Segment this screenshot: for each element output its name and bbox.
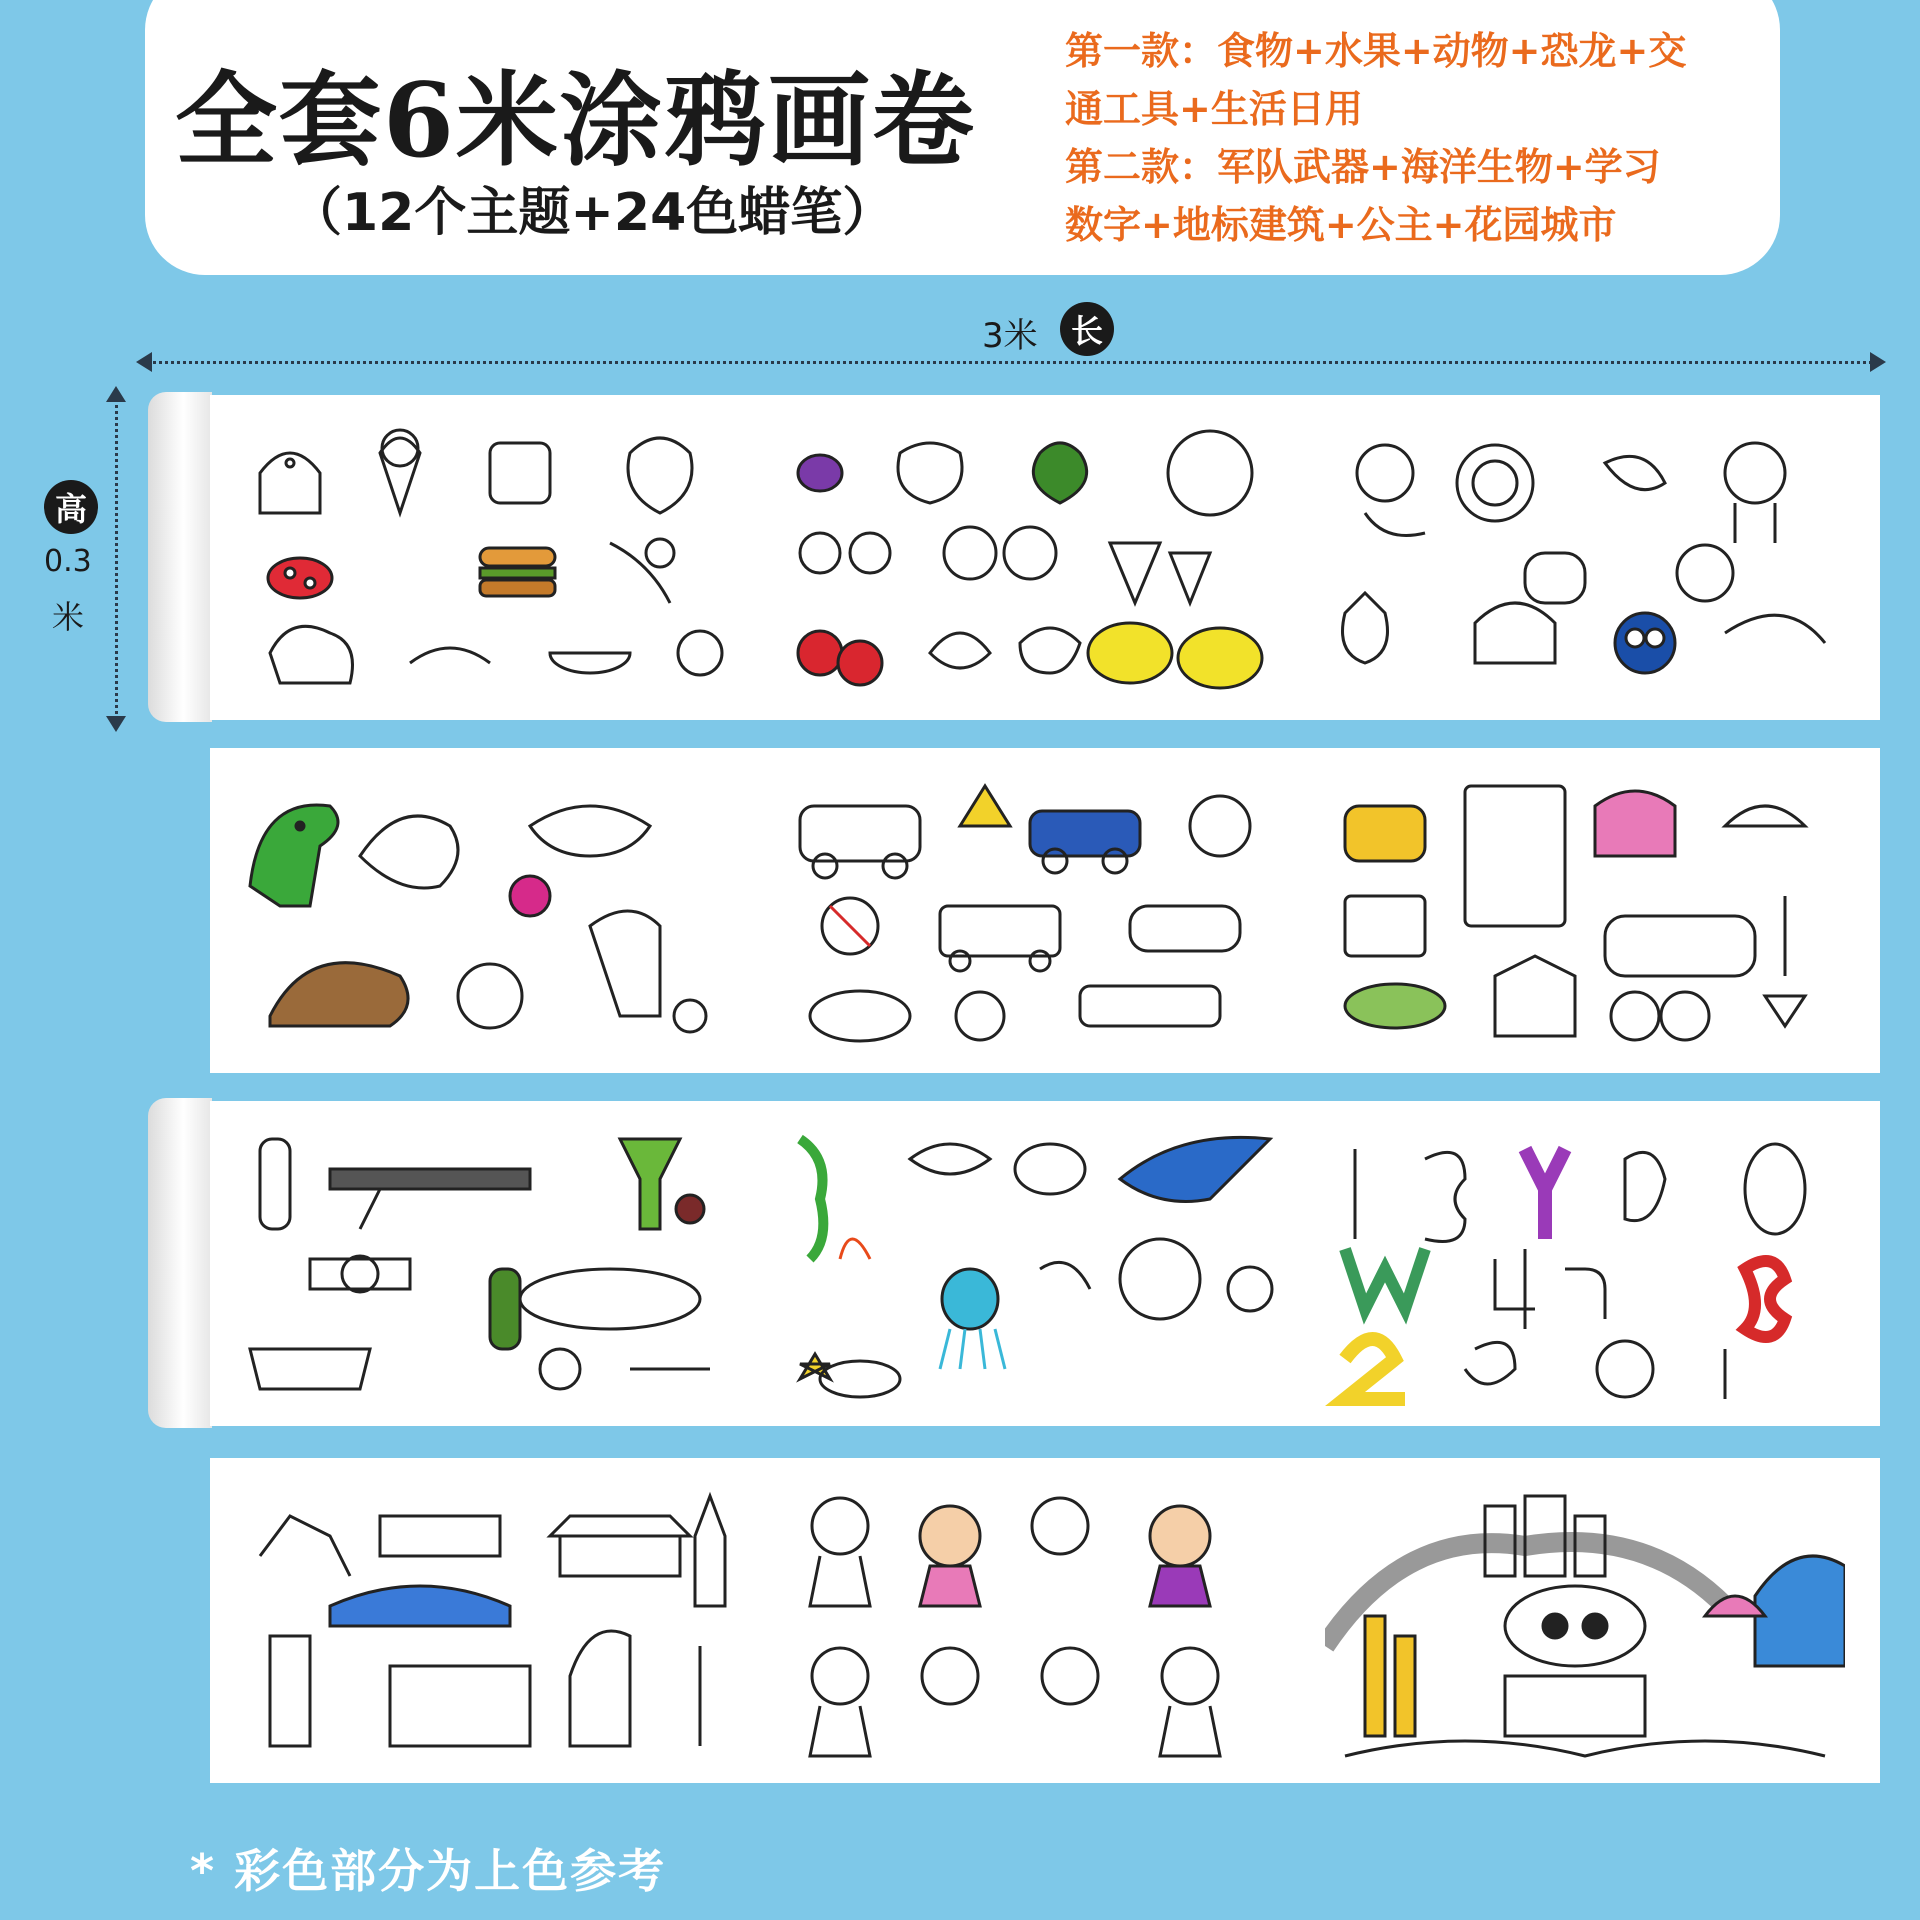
scroll-strip-2 xyxy=(210,748,1880,1073)
description-line: 第一款：食物+水果+动物+恐龙+交 xyxy=(1065,29,1687,73)
description xyxy=(1065,22,1745,254)
page-title: 全套6米涂鸦画卷 xyxy=(175,61,976,181)
dinosaur-doodles xyxy=(230,766,750,1056)
animal-doodles xyxy=(1325,413,1845,703)
scroll-strip-4 xyxy=(210,1458,1880,1783)
length-badge: 长 xyxy=(1060,302,1114,356)
arrow-down-icon xyxy=(106,716,126,732)
description-line: 数字+地标建筑+公主+花园城市 xyxy=(1065,203,1617,247)
height-unit: 米 xyxy=(52,598,85,636)
description-line: 通工具+生活日用 xyxy=(1065,87,1363,131)
page-subtitle: （12个主题+24色蜡笔） xyxy=(290,183,895,243)
paper-roll xyxy=(148,1098,212,1428)
military-doodles xyxy=(230,1119,750,1409)
food-doodles xyxy=(230,413,750,703)
footnote: * 彩色部分为上色参考 xyxy=(190,1844,667,1898)
arrow-right-icon xyxy=(1870,352,1886,372)
length-value: 3米 xyxy=(982,316,1038,356)
vehicle-doodles xyxy=(780,766,1300,1056)
daily-items-doodles xyxy=(1325,766,1845,1056)
ocean-doodles xyxy=(780,1119,1300,1409)
height-badge: 高 xyxy=(44,480,98,534)
arrow-up-icon xyxy=(106,386,126,402)
scroll-strip-1 xyxy=(210,395,1880,720)
fruit-doodles xyxy=(780,413,1300,703)
height-dimension-line xyxy=(115,392,118,722)
length-dimension-line xyxy=(140,361,1880,364)
princess-doodles xyxy=(780,1476,1300,1766)
paper-roll xyxy=(148,392,212,722)
arrow-left-icon xyxy=(136,352,152,372)
numbers-letters-doodles xyxy=(1325,1119,1845,1409)
height-value: 0.3 xyxy=(44,544,92,579)
scroll-strip-3 xyxy=(210,1101,1880,1426)
description-line: 第二款：军队武器+海洋生物+学习 xyxy=(1065,145,1661,189)
landmark-doodles xyxy=(230,1476,750,1766)
garden-city-doodles xyxy=(1325,1476,1845,1766)
